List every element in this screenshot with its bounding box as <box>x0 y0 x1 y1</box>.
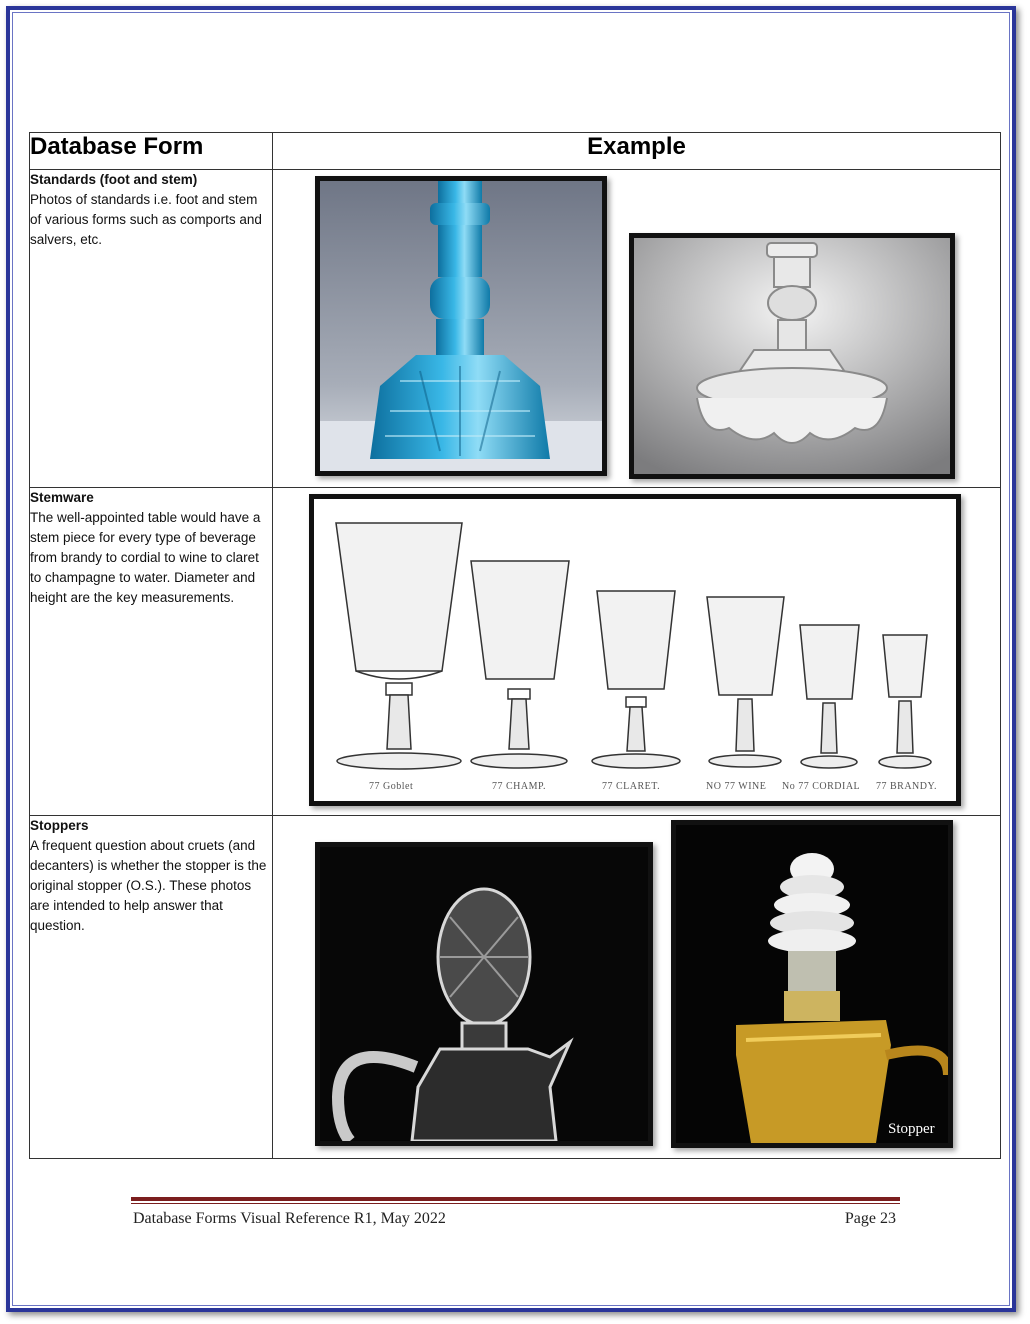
row-text-standards: Photos of standards i.e. foot and stem of various forms such as comports and salvers, etc. <box>30 192 262 247</box>
stemware-caption-claret: 77 CLARET. <box>602 781 661 792</box>
row-example <box>273 488 1001 816</box>
database-forms-table <box>29 132 1001 1159</box>
table-header-row <box>30 133 1001 170</box>
row-text-stoppers: A frequent question about cruets (and decanters) is whether the stopper is the original stopper (O.S.). These photos are intended to help answer that question. <box>30 838 267 933</box>
clear-cruet-stopper-photo <box>315 842 653 1146</box>
footer-document-title: Database Forms Visual Reference R1, May 2022 <box>133 1210 446 1227</box>
row-description <box>30 170 273 488</box>
stemware-caption-goblet: 77 Goblet <box>369 781 414 792</box>
stemware-caption-cordial: No 77 CORDIAL <box>782 781 861 792</box>
stemware-caption-wine: NO 77 WINE <box>706 781 767 792</box>
row-description <box>30 816 273 1159</box>
footer-rule-thick <box>131 1197 900 1201</box>
header-example: Example <box>273 133 1001 170</box>
clear-glass-standard-photo <box>629 233 955 479</box>
table-row <box>30 816 1001 1159</box>
vaseline-cruet-stopper-photo <box>671 820 953 1148</box>
row-title-standards: Standards (foot and stem) <box>30 172 198 187</box>
row-example <box>273 816 1001 1159</box>
row-title-stemware: Stemware <box>30 490 94 505</box>
table-row <box>30 170 1001 488</box>
stemware-caption-champ: 77 CHAMP. <box>492 781 546 792</box>
header-database-form: Database Form <box>30 133 273 170</box>
stemware-illustration <box>309 494 961 806</box>
row-example <box>273 170 1001 488</box>
blue-glass-standard-photo <box>315 176 607 476</box>
table-row <box>30 488 1001 816</box>
footer-rule-thin <box>131 1203 900 1204</box>
row-title-stoppers: Stoppers <box>30 818 89 833</box>
stemware-caption-brandy: 77 BRANDY. <box>876 781 937 792</box>
row-description <box>30 488 273 816</box>
footer-page-number: Page 23 <box>844 1210 896 1227</box>
row-text-stemware: The well-appointed table would have a stem piece for every type of beverage from brandy to cordial to wine to claret to champagne to water. Diameter and height are the key measurements. <box>30 510 261 605</box>
stopper-photo-label: Stopper <box>888 1121 935 1137</box>
